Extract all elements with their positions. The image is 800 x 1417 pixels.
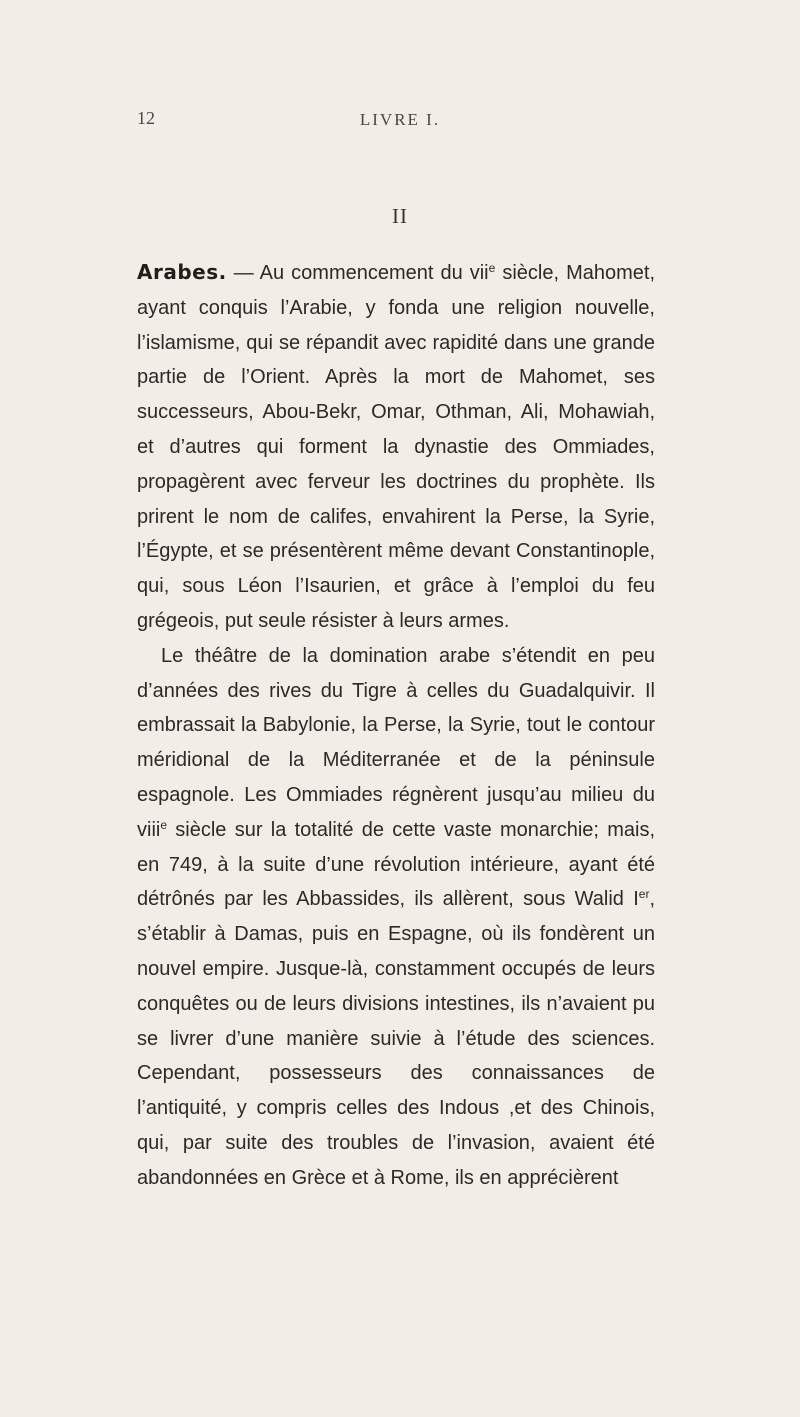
superscript: e [488, 261, 496, 275]
paragraph-text-segment: , s’établir à Damas, puis en Espagne, où ils fondèrent un nouvel empire. Jusque-là, constamment occupés de leurs conquêtes ou de leurs divisions intestines, ils n’avaient pu se livrer d’une manière suivie à l’étude des sciences. Cependant, possesseurs des connaissances de l’antiquité, y compris celles des Indous ,et des Chinois, qui, par suite des troubles de l’invasion, avaient été abandonnées en Grèce et à Rome, ils en apprécièrent [137, 888, 655, 1189]
paragraph-arabes [137, 255, 655, 639]
section-number: II [392, 204, 408, 228]
paragraph-text-segment: — Au commencement du vii [226, 262, 489, 284]
running-head [0, 108, 800, 138]
running-title: LIVRE I. [359, 110, 441, 129]
superscript: er [638, 887, 650, 902]
paragraph-text-segment: siècle sur la totalité de cette vaste monarchie; mais, en 749, à la suite d’une révolution intérieure, ayant été détrônés par les Abbassides, ils allèrent, sous Walid I [137, 818, 655, 911]
body-text [137, 255, 655, 1196]
paragraph-keyword: Arabes. [137, 260, 227, 284]
paragraph-text-segment: Le théâtre de la domination arabe s’étendit en peu d’années des rives du Tigre à celles du Guadalquivir. Il embrassait la Babylonie, la Perse, la Syrie, tout le contour méridional de la Méditerranée et de la péninsule espagnole. Les Ommiades régnèrent jusqu’au milieu du viii [137, 644, 655, 841]
paragraph-domination [137, 639, 655, 1196]
page-number: 12 [137, 108, 155, 128]
superscript: e [160, 817, 168, 832]
paragraph-text-segment: siècle, Mahomet, ayant conquis l’Arabie, y fonda une religion nouvelle, l’islamisme, qui se répandit avec rapidité dans une grande partie de l’Orient. Après la mort de Mahomet, ses successeurs, Abou-Bekr, Omar, Othman, Ali, Mohawiah, et d’autres qui forment la dynastie des Ommiades, propagèrent avec ferveur les doctrines du prophète. Ils prirent le nom de califes, envahirent la Perse, la Syrie, l’Égypte, et se présentèrent même devant Constantinople, qui, sous Léon l’Isaurien, et grâce à l’emploi du feu grégeois, put seule résister à leurs armes. [137, 262, 655, 632]
